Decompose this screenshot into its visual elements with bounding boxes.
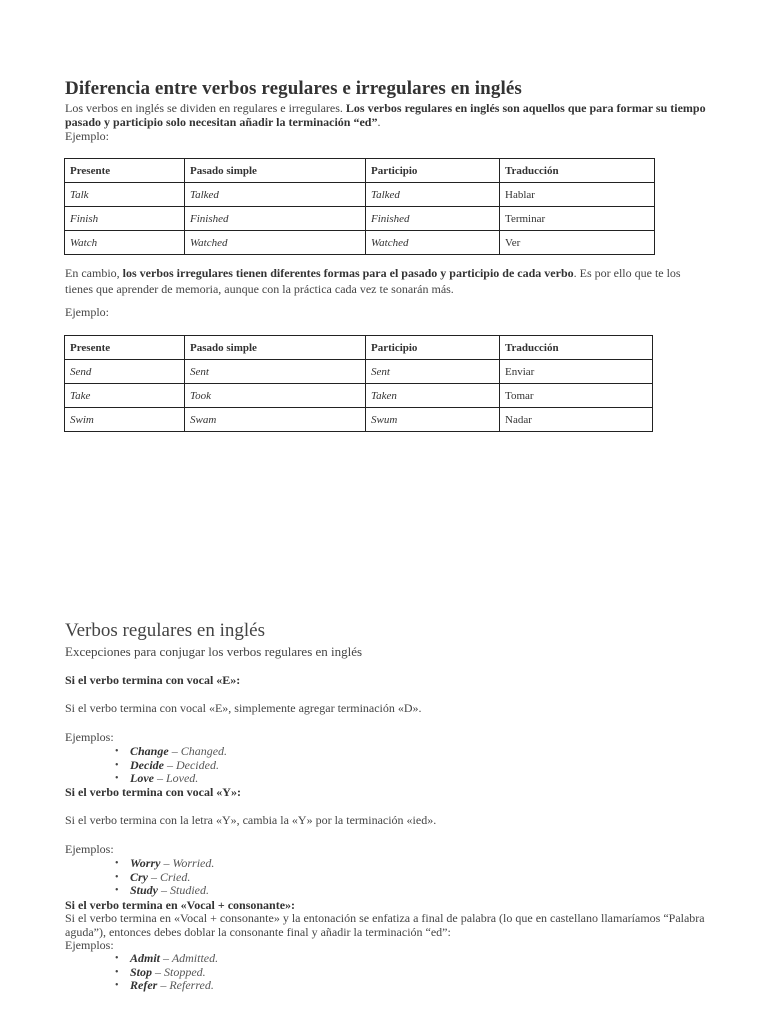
- intro-text: Los verbos en inglés se dividen en regulares e irregulares.: [65, 101, 346, 115]
- cell-pasado: Took: [185, 384, 366, 408]
- verb: Worry: [130, 856, 161, 870]
- verb: Study: [130, 883, 159, 897]
- rule-vc-text: Si el verbo termina en «Vocal + consonante» y la entonación se enfatiza a final de palabra (lo que en castellano llamaríamos “Palabra aguda”), entonces debes doblar la consonante final y añadir la terminación “ed”:: [65, 911, 705, 939]
- verb: Love: [130, 771, 154, 785]
- rule-e-heading: Si el verbo termina con vocal «E»:: [65, 673, 241, 687]
- page-title: Diferencia entre verbos regulares e irregulares en inglés: [65, 78, 522, 99]
- cell-participio: Taken: [366, 384, 500, 408]
- verb: Cry: [130, 869, 148, 884]
- section-title: Verbos regulares en inglés: [65, 620, 265, 641]
- past: Cried.: [160, 869, 191, 884]
- cell-presente: Watch: [65, 231, 185, 255]
- list-item: [115, 979, 218, 993]
- verb: Stop: [130, 964, 153, 979]
- rule-y-examples-label: Ejemplos:: [65, 842, 114, 856]
- cell-traduccion: Hablar: [500, 183, 655, 207]
- header-presente: Presente: [65, 159, 185, 183]
- ejemplo-label-2: Ejemplo:: [65, 305, 109, 319]
- separator: –: [152, 964, 165, 979]
- intro-end: .: [377, 114, 381, 129]
- header-participio: Participio: [366, 336, 500, 360]
- intro-bold: Los verbos regulares en inglés son aquellos que para formar su tiempo pasado y participio solo necesitan añadir la terminación “ed”: [65, 101, 706, 129]
- cell-presente: Swim: [65, 408, 185, 432]
- table-row: [65, 384, 653, 408]
- cell-pasado: Watched: [185, 231, 366, 255]
- cell-pasado: Swam: [185, 408, 366, 432]
- separator: –: [153, 771, 166, 785]
- rule-e-examples-label: Ejemplos:: [65, 730, 114, 744]
- table-header-row: [65, 159, 655, 183]
- table-row: [65, 183, 655, 207]
- list-item: [115, 884, 214, 898]
- cell-participio: Talked: [366, 183, 500, 207]
- cell-participio: Finished: [366, 207, 500, 231]
- list-item: [115, 759, 227, 773]
- table-row: [65, 231, 655, 255]
- rule-vc-heading: Si el verbo termina en «Vocal + consonante»:: [65, 898, 296, 912]
- cell-participio: Swum: [366, 408, 500, 432]
- list-item: [115, 772, 227, 786]
- cell-traduccion: Ver: [500, 231, 655, 255]
- section-subtitle: Excepciones para conjugar los verbos regulares en inglés: [65, 644, 363, 659]
- past: Studied.: [170, 883, 210, 897]
- list-item: [115, 745, 227, 759]
- cell-traduccion: Nadar: [500, 408, 653, 432]
- past: Admitted.: [171, 951, 219, 965]
- table-row: [65, 408, 653, 432]
- past: Stopped.: [164, 964, 206, 979]
- separator: –: [157, 978, 170, 992]
- past: Referred.: [169, 978, 214, 992]
- rule-y-text: Si el verbo termina con la letra «Y», cambia la «Y» por la terminación «ied».: [65, 813, 437, 827]
- verb: Admit: [130, 951, 161, 965]
- irregular-bold: los verbos irregulares tienen diferentes formas para el pasado y participio de cada verbo: [122, 266, 574, 280]
- past: Worried.: [172, 856, 215, 870]
- rule-vc-examples: [115, 952, 218, 993]
- header-presente: Presente: [65, 336, 185, 360]
- rule-y-examples: [115, 857, 214, 898]
- verb: Change: [130, 744, 169, 758]
- cell-presente: Talk: [65, 183, 185, 207]
- rule-y-heading: Si el verbo termina con vocal «Y»:: [65, 785, 241, 799]
- table-row: [65, 207, 655, 231]
- separator: –: [160, 951, 172, 965]
- past: Changed.: [180, 744, 228, 758]
- header-pasado: Pasado simple: [185, 336, 366, 360]
- separator: –: [158, 883, 171, 897]
- rule-e-examples: [115, 745, 227, 786]
- verb: Decide: [130, 757, 164, 772]
- irregular-start: En cambio,: [65, 266, 123, 280]
- header-traduccion: Traducción: [500, 159, 655, 183]
- rule-e-text: Si el verbo termina con vocal «E», simplemente agregar terminación «D».: [65, 701, 422, 715]
- cell-traduccion: Terminar: [500, 207, 655, 231]
- past: Loved.: [165, 771, 199, 785]
- separator: –: [163, 757, 176, 772]
- table-header-row: [65, 336, 653, 360]
- irregular-paragraph: [65, 266, 690, 297]
- ejemplo-label: Ejemplo:: [65, 129, 109, 143]
- header-traduccion: Traducción: [500, 336, 653, 360]
- cell-traduccion: Enviar: [500, 360, 653, 384]
- list-item: [115, 871, 214, 885]
- list-item: [115, 966, 218, 980]
- irregular-end: . Es por ello que te los tienes que aprender de memoria, aunque con la práctica cada vez te sonarán más.: [65, 266, 681, 296]
- cell-presente: Send: [65, 360, 185, 384]
- past: Decided.: [175, 757, 219, 772]
- list-item: [115, 857, 214, 871]
- rule-vc-examples-label: Ejemplos:: [65, 938, 114, 952]
- verb: Refer: [130, 978, 158, 992]
- cell-traduccion: Tomar: [500, 384, 653, 408]
- cell-pasado: Talked: [185, 183, 366, 207]
- intro-paragraph: [65, 102, 715, 129]
- separator: –: [148, 869, 160, 884]
- list-item: [115, 952, 218, 966]
- regular-verbs-table: [64, 158, 655, 255]
- cell-participio: Sent: [366, 360, 500, 384]
- cell-presente: Take: [65, 384, 185, 408]
- header-participio: Participio: [366, 159, 500, 183]
- separator: –: [168, 744, 181, 758]
- cell-pasado: Sent: [185, 360, 366, 384]
- cell-presente: Finish: [65, 207, 185, 231]
- irregular-verbs-table: [64, 335, 653, 432]
- cell-participio: Watched: [366, 231, 500, 255]
- header-pasado: Pasado simple: [185, 159, 366, 183]
- cell-pasado: Finished: [185, 207, 366, 231]
- table-row: [65, 360, 653, 384]
- separator: –: [160, 856, 173, 870]
